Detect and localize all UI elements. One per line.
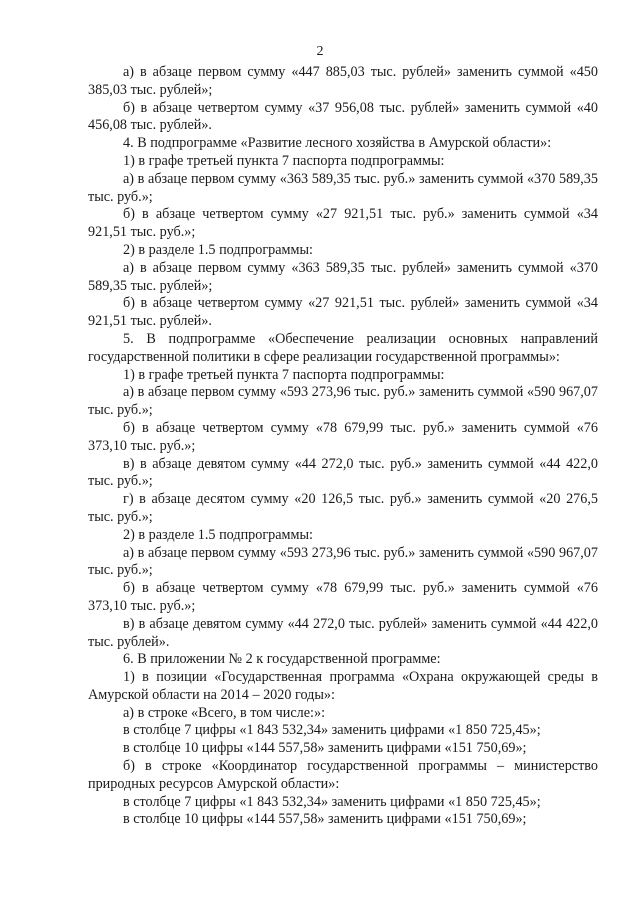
paragraph: б) в абзаце четвертом сумму «27 921,51 тыс. рублей» заменить суммой «34 921,51 тыс. рублей». (88, 295, 598, 330)
paragraph: в) в абзаце девятом сумму «44 272,0 тыс. рублей» заменить суммой «44 422,0 тыс. рублей». (88, 615, 598, 650)
paragraph: 1) в позиции «Государственная программа «Охрана окружающей среды в Амурской области на 2014 – 2020 годы»: (88, 669, 598, 703)
paragraph: б) в абзаце четвертом сумму «37 956,08 тыс. рублей» заменить суммой «40 456,08 тыс. рублей». (88, 99, 598, 134)
paragraph: в) в абзаце девятом сумму «44 272,0 тыс. руб.» заменить суммой «44 422,0 тыс. руб.»; (88, 455, 598, 490)
paragraph: б) в абзаце четвертом сумму «27 921,51 тыс. руб.» заменить суммой «34 921,51 тыс. руб.»; (88, 206, 598, 241)
paragraph: б) в абзаце четвертом сумму «78 679,99 тыс. руб.» заменить суммой «76 373,10 тыс. руб.»; (88, 419, 598, 454)
paragraph: 1) в графе третьей пункта 7 паспорта подпрограммы: (123, 366, 445, 383)
paragraph: в столбце 7 цифры «1 843 532,34» заменить цифрами «1 850 725,45»; (123, 793, 541, 810)
paragraph: б) в строке «Координатор государственной программы – министерство природных ресурсов Амурской области»: (88, 758, 598, 792)
paragraph: 1) в графе третьей пункта 7 паспорта подпрограммы: (123, 152, 445, 169)
paragraph: 2) в разделе 1.5 подпрограммы: (123, 526, 313, 543)
paragraph: в столбце 10 цифры «144 557,58» заменить цифрами «151 750,69»; (123, 740, 527, 757)
paragraph: 4. В подпрограмме «Развитие лесного хозяйства в Амурской области»: (123, 135, 552, 152)
paragraph: в столбце 10 цифры «144 557,58» заменить цифрами «151 750,69»; (123, 811, 527, 828)
paragraph: 2) в разделе 1.5 подпрограммы: (123, 241, 313, 258)
paragraph: а) в абзаце первом сумму «447 885,03 тыс. рублей» заменить суммой «450 385,03 тыс. рублей»; (88, 64, 598, 98)
paragraph: а) в абзаце первом сумму «593 273,96 тыс. руб.» заменить суммой «590 967,07 тыс. руб.»; (88, 544, 598, 579)
paragraph: г) в абзаце десятом сумму «20 126,5 тыс. руб.» заменить суммой «20 276,5 тыс. руб.»; (88, 491, 598, 525)
paragraph: б) в абзаце четвертом сумму «78 679,99 тыс. руб.» заменить суммой «76 373,10 тыс. руб.»; (88, 580, 598, 614)
document-body (88, 64, 598, 829)
page-number: 2 (316, 44, 324, 59)
paragraph: 6. В приложении № 2 к государственной программе: (123, 651, 441, 668)
paragraph: в столбце 7 цифры «1 843 532,34» заменить цифрами «1 850 725,45»; (123, 722, 541, 739)
paragraph: а) в абзаце первом сумму «363 589,35 тыс. руб.» заменить суммой «370 589,35 тыс. руб.»; (88, 170, 598, 205)
paragraph: а) в абзаце первом сумму «363 589,35 тыс. рублей» заменить суммой «370 589,35 тыс. рублей»; (88, 259, 598, 294)
paragraph: а) в строке «Всего, в том числе:»: (123, 704, 326, 721)
paragraph: 5. В подпрограмме «Обеспечение реализации основных направлений государственной политики в сфере реализации государственной программы»: (88, 330, 598, 365)
paragraph: а) в абзаце первом сумму «593 273,96 тыс. руб.» заменить суммой «590 967,07 тыс. руб.»; (88, 384, 598, 419)
